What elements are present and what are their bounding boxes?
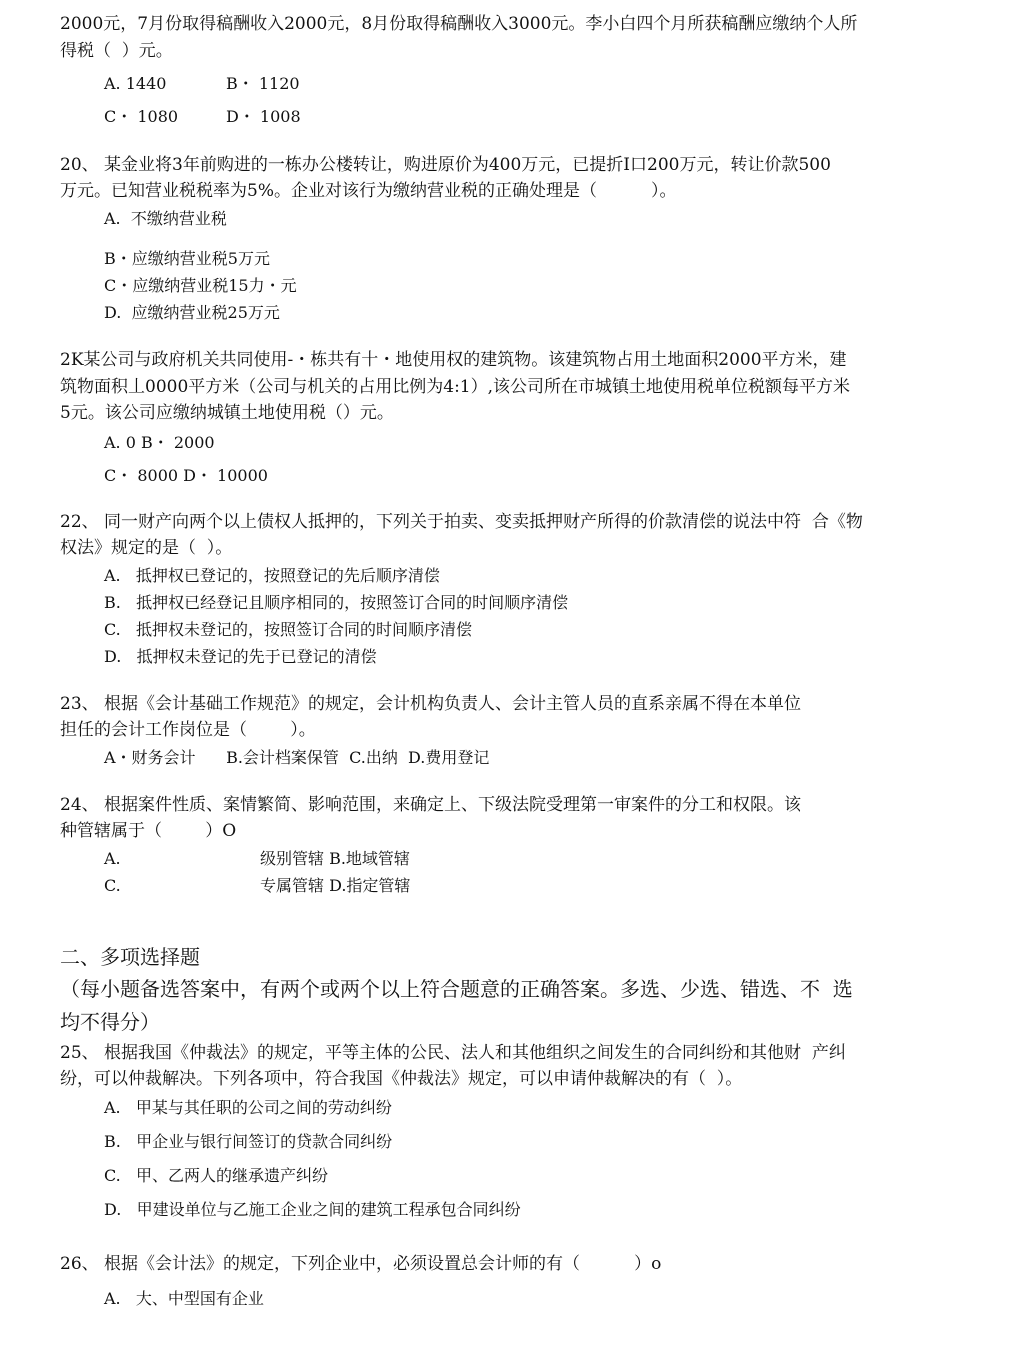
q21-options-cd: C・ 8000 D・ 10000 xyxy=(104,466,268,485)
q19-option-b: B・ 1120 xyxy=(226,74,300,93)
q26-line-1: 26、 根据《会计法》的规定，下列企业中，必须设置总会计师的有（ ）o xyxy=(60,1254,662,1274)
q21-options-ab: A. 0 B・ 2000 xyxy=(104,433,215,452)
q23-line-2: 担任的会计工作岗位是（ ）。 xyxy=(60,720,316,740)
q22-option-b: B. 抵押权已经登记且顺序相同的，按照签订合同的时间顺序清偿 xyxy=(104,593,569,612)
q20-line-2: 万元。已知营业税税率为5%。企业对该行为缴纳营业税的正确处理是（ ）。 xyxy=(60,181,677,201)
section-title: 二、多项选择题 xyxy=(60,945,200,969)
q19-option-d: D・ 1008 xyxy=(226,107,301,126)
q25-option-a: A. 甲某与其任职的公司之间的劳动纠纷 xyxy=(104,1098,392,1117)
section-note-line-2: 均不得分） xyxy=(60,1010,160,1034)
q22-option-a: A. 抵押权已登记的，按照登记的先后顺序清偿 xyxy=(104,566,440,585)
q20-option-b: B・应缴纳营业税5万元 xyxy=(104,249,270,268)
q23-line-1: 23、 根据《会计基础工作规范》的规定，会计机构负责人、会计主管人员的直系亲属不得在本单位 xyxy=(60,694,802,714)
q23-options: A・财务会计 B.会计档案保管 C.出纳 D.费用登记 xyxy=(104,748,490,767)
q24-option-c-text: 专属管辖 D.指定管辖 xyxy=(260,876,411,895)
q25-option-b: B. 甲企业与银行间签订的贷款合同纠纷 xyxy=(104,1132,393,1151)
q19-line-2: 得税（ ）元。 xyxy=(60,41,173,61)
q25-option-d: D. 甲建设单位与乙施工企业之间的建筑工程承包合同纠纷 xyxy=(104,1200,521,1219)
q24-option-a-label: A. xyxy=(104,849,121,868)
q21-line-2: 筑物面积丄0000平方米（公司与机关的占用比例为4:1）,该公司所在市城镇土地使用税单位税额每平方米 xyxy=(60,377,851,397)
q24-line-1: 24、 根据案件性质、案情繁简、影响范围，来确定上、下级法院受理第一审案件的分工和权限。该 xyxy=(60,795,802,815)
q24-option-c-label: C. xyxy=(104,876,121,895)
q26-option-a: A. 大、中型国有企业 xyxy=(104,1289,264,1308)
q25-line-1: 25、 根据我国《仲裁法》的规定，平等主体的公民、法人和其他组织之间发生的合同纠纷和其他财 产纠 xyxy=(60,1043,846,1063)
q22-line-2: 权法》规定的是（ ）。 xyxy=(60,538,233,558)
q20-option-d: D. 应缴纳营业税25万元 xyxy=(104,303,280,322)
q24-option-a-text: 级别管辖 B.地域管辖 xyxy=(260,849,410,868)
q19-line-1: 2000元，7月份取得稿酬收入2000元，8月份取得稿酬收入3000元。李小白四个月所获稿酬应缴纳个人所 xyxy=(60,14,858,34)
q20-line-1: 20、 某金业将3年前购进的一栋办公楼转让，购进原价为400万元，已提折I口200万元，转让价款500 xyxy=(60,155,831,175)
q25-line-2: 纷，可以仲裁解决。下列各项中，符合我国《仲裁法》规定，可以申请仲裁解决的有（ ）。 xyxy=(60,1069,743,1089)
q21-line-1: 2K某公司与政府机关共同使用-・栋共有十・地使用权的建筑物。该建筑物占用土地面积2000平方米，建 xyxy=(60,350,847,370)
q25-option-c: C. 甲、乙两人的继承遗产纠纷 xyxy=(104,1166,329,1185)
q22-option-d: D. 抵押权未登记的先于已登记的清偿 xyxy=(104,647,377,666)
q22-option-c: C. 抵押权未登记的，按照签订合同的时间顺序清偿 xyxy=(104,620,473,639)
q21-line-3: 5元。该公司应缴纳城镇土地使用税（）元。 xyxy=(60,403,394,423)
q19-option-a: A. 1440 xyxy=(104,74,167,93)
q22-line-1: 22、 同一财产向两个以上债权人抵押的，下列关于拍卖、变卖抵押财产所得的价款清偿的说法中符 合《物 xyxy=(60,512,863,532)
q20-option-c: C・应缴纳营业税15力・元 xyxy=(104,276,297,295)
section-note-line-1: （每小题备选答案中，有两个或两个以上符合题意的正确答案。多选、少选、错选、不 选 xyxy=(60,977,853,1001)
q20-option-a: A. 不缴纳营业税 xyxy=(104,209,227,228)
q24-line-2: 种管辖属于（ ）O xyxy=(60,821,237,841)
q19-option-c: C・ 1080 xyxy=(104,107,179,126)
